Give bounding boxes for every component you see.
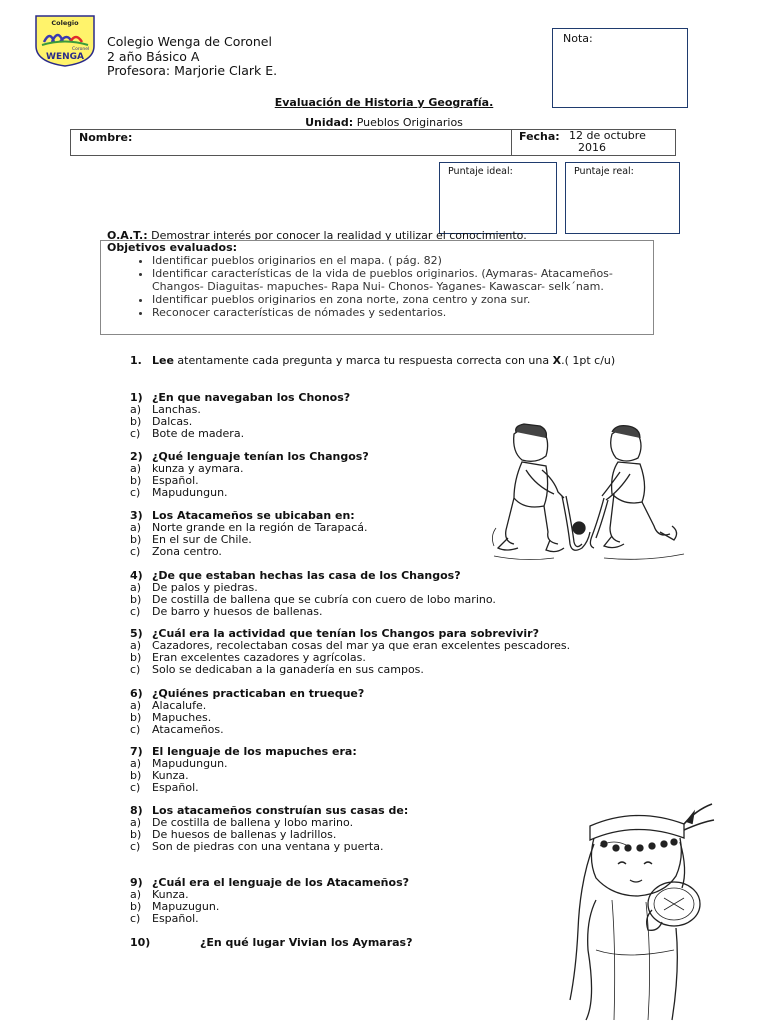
instruction-tail: .( 1pt c/u) (561, 354, 616, 367)
question-7 (130, 746, 357, 794)
question-text: ¿Cuál era el lenguaje de los Atacameños? (152, 876, 410, 889)
logo-top-text: Colegio (51, 19, 79, 27)
unidad-line (0, 116, 768, 129)
option-c[interactable]: c) Solo se dedicaban a la ganadería en sus campos. (130, 663, 424, 676)
question-8 (130, 805, 408, 853)
page-title: Evaluación de Historia y Geografía. (274, 96, 494, 109)
option-a[interactable]: a) Kunza. (130, 888, 189, 901)
objetivo-item: • Identificar pueblos originarios en zona norte, zona centro y zona sur. (152, 293, 653, 306)
instruction-number: 1. (130, 354, 142, 367)
oat-label: O.A.T.: (107, 229, 148, 242)
school-header (107, 35, 277, 79)
school-logo (30, 12, 100, 68)
option-c[interactable]: c) Español. (130, 781, 199, 794)
option-b[interactable]: b) Mapuzugun. (130, 900, 220, 913)
option-b[interactable]: b) Kunza. (130, 769, 189, 782)
question-text: ¿En que navegaban los Chonos? (152, 391, 351, 404)
option-b[interactable]: b) Español. (130, 474, 199, 487)
question-number: 2) (130, 450, 143, 463)
oat-text: Demostrar interés por conocer la realidad y utilizar el conocimiento. (151, 229, 527, 242)
instruction-mark: X (552, 354, 562, 367)
question-10 (130, 936, 412, 949)
question-text: El lenguaje de los mapuches era: (152, 745, 357, 758)
option-a[interactable]: a) De costilla de ballena y lobo marino. (130, 816, 354, 829)
instruction-text: atentamente cada pregunta y marca tu respuesta correcta con una (173, 354, 553, 367)
name-date-box (70, 129, 676, 156)
option-a[interactable]: a) Alacalufe. (130, 699, 207, 712)
option-c[interactable]: c) Atacameños. (130, 723, 224, 736)
option-c[interactable]: c) De barro y huesos de ballenas. (130, 605, 323, 618)
nota-label: Nota: (563, 32, 593, 45)
fecha-value (569, 130, 646, 154)
question-number: 1) (130, 391, 143, 404)
question-text: ¿Quiénes practicaban en trueque? (152, 687, 365, 700)
fecha-label: Fecha: (511, 130, 560, 155)
question-text: Los atacameños construían sus casas de: (152, 804, 409, 817)
option-a[interactable]: a) De palos y piedras. (130, 581, 258, 594)
puntaje-ideal-label: Puntaje ideal: (448, 166, 513, 177)
question-text: Los Atacameños se ubicaban en: (152, 509, 355, 522)
question-text: ¿Qué lenguaje tenían los Changos? (152, 450, 369, 463)
question-text: ¿De que estaban hechas las casa de los Changos? (152, 569, 461, 582)
option-a[interactable]: a) Lanchas. (130, 403, 201, 416)
chueca-illustration (484, 420, 694, 570)
school-name: Colegio Wenga de Coronel (107, 34, 272, 49)
instruction-lead: Lee (152, 354, 174, 367)
unidad-value: Pueblos Originarios (356, 116, 463, 129)
question-4 (130, 570, 496, 618)
school-teacher: Profesora: Marjorie Clark E. (107, 63, 278, 78)
puntaje-real-box[interactable] (565, 162, 680, 234)
option-c[interactable]: c) Bote de madera. (130, 427, 245, 440)
question-number: 3) (130, 509, 143, 522)
option-b[interactable]: b) Mapuches. (130, 711, 212, 724)
option-a[interactable]: a) Norte grande en la región de Tarapacá. (130, 521, 368, 534)
question-2 (130, 451, 369, 499)
objetivos-list (107, 254, 653, 319)
objetivos-header: Objetivos evaluados: (107, 241, 238, 254)
logo-bottom-text: WENGA (46, 52, 84, 62)
objetivo-item: • Reconocer características de nómades y sedentarios. (152, 306, 653, 319)
question-6 (130, 688, 364, 736)
question-number: 4) (130, 569, 143, 582)
objetivo-item: • Identificar características de la vida de pueblos originarios. (Aymaras- Atacameños- Changos- Diaguitas- mapuches- Rapa Nui- Chonos- Yaganes- Kawascar- selk´nam. (152, 267, 653, 293)
question-number: 8) (130, 804, 143, 817)
option-c[interactable]: c) Zona centro. (130, 545, 222, 558)
option-a[interactable]: a) Mapudungun. (130, 757, 228, 770)
question-9 (130, 877, 409, 925)
question-number: 7) (130, 745, 143, 758)
option-a[interactable]: a) kunza y aymara. (130, 462, 244, 475)
option-b[interactable]: b) Dalcas. (130, 415, 193, 428)
objetivo-item: • Identificar pueblos originarios en el mapa. ( pág. 82) (152, 254, 653, 267)
puntaje-ideal-box[interactable] (439, 162, 557, 234)
question-3 (130, 510, 368, 558)
option-c[interactable]: c) Español. (130, 912, 199, 925)
school-grade: 2 año Básico A (107, 48, 200, 64)
question-number: 6) (130, 687, 143, 700)
question-5 (130, 628, 570, 676)
option-a[interactable]: a) Cazadores, recolectaban cosas del mar ya que eran excelentes pescadores. (130, 639, 571, 652)
question-number: 5) (130, 627, 143, 640)
option-b[interactable]: b) De huesos de ballenas y ladrillos. (130, 828, 337, 841)
fecha-line2: 2016 (578, 141, 606, 154)
option-b[interactable]: b) Eran excelentes cazadores y agrícolas. (130, 651, 366, 664)
question-number: 9) (130, 876, 143, 889)
question-1 (130, 392, 350, 440)
objetivos-box (100, 240, 654, 335)
option-b[interactable]: b) En el sur de Chile. (130, 533, 252, 546)
question-number: 10) (130, 936, 151, 949)
option-c[interactable]: c) Mapudungun. (130, 486, 228, 499)
unidad-label: Unidad: (305, 116, 354, 129)
option-c[interactable]: c) Son de piedras con una ventana y puerta. (130, 840, 384, 853)
logo-small-text: Coronel (72, 47, 90, 52)
question-text: ¿En qué lugar Vivian los Aymaras? (200, 936, 413, 949)
instruction (130, 354, 670, 368)
option-b[interactable]: b) De costilla de ballena que se cubría con cuero de lobo marino. (130, 593, 496, 606)
question-text: ¿Cuál era la actividad que tenían los Changos para sobrevivir? (152, 627, 539, 640)
fecha-line1: 12 de octubre (569, 129, 646, 142)
nombre-field[interactable]: Nombre: (79, 131, 133, 144)
puntaje-real-label: Puntaje real: (574, 166, 634, 177)
mapuche-child-illustration (556, 800, 716, 1024)
